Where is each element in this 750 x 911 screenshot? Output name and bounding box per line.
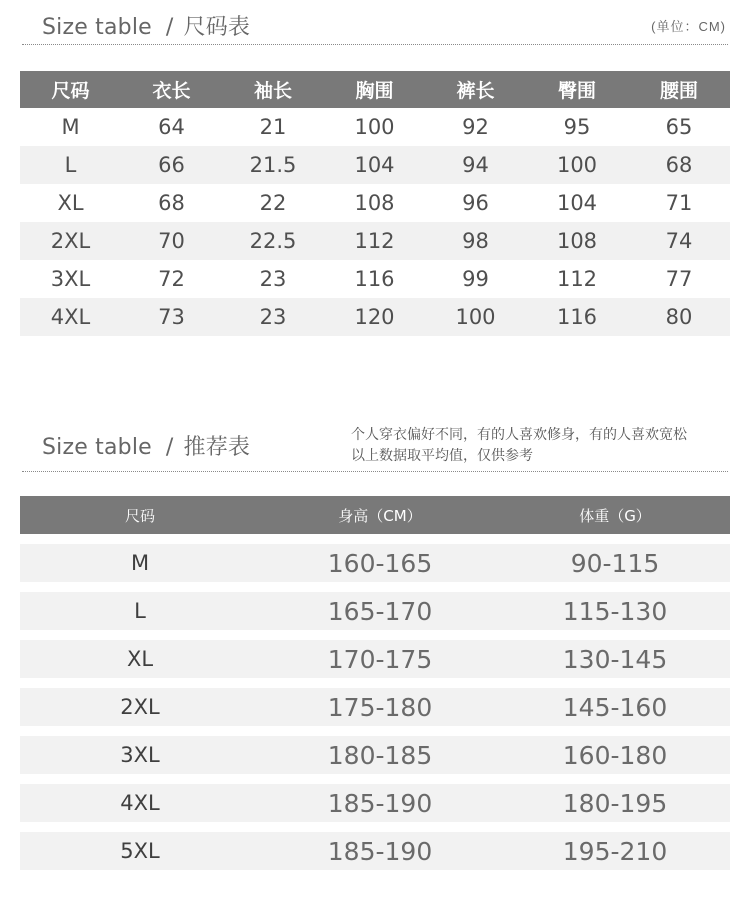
cell-chest: 108	[354, 191, 395, 215]
cell-weight: 195-210	[562, 836, 668, 866]
header-cell-length: 衣长	[152, 80, 191, 102]
cell-chest: 104	[354, 153, 395, 177]
title-slash: /	[165, 435, 174, 460]
cell-size: XL	[57, 191, 84, 215]
header-cell-size: 尺码	[124, 506, 155, 525]
title-slash: /	[165, 15, 174, 40]
fit-note-line: 以上数据取平均值，仅供参考	[351, 448, 533, 464]
recommend-table-header	[20, 496, 730, 534]
recommend-table-title-cn: 推荐表	[183, 435, 251, 460]
size-table	[20, 71, 730, 336]
recommend-table-divider	[22, 471, 728, 472]
recommend-table-title-en: Size table	[42, 435, 152, 460]
cell-hip: 104	[556, 191, 598, 215]
cell-waist: 68	[665, 153, 693, 177]
cell-size: 3XL	[50, 267, 91, 291]
table-row	[20, 688, 730, 726]
cell-size: L	[134, 599, 146, 623]
header-cell-hip: 臀围	[557, 80, 596, 102]
header-cell-pants-length: 裤长	[456, 80, 495, 102]
table-row	[20, 222, 730, 260]
cell-sleeve: 23	[259, 267, 287, 291]
cell-size: 4XL	[120, 791, 160, 815]
cell-weight: 115-130	[562, 596, 668, 626]
cell-height: 175-180	[327, 692, 433, 722]
table-row	[20, 146, 730, 184]
header-cell-sleeve: 袖长	[253, 80, 292, 102]
cell-size: M	[61, 115, 80, 139]
header-cell-chest: 胸围	[355, 80, 394, 102]
cell-waist: 71	[665, 191, 693, 215]
cell-chest: 100	[354, 115, 395, 139]
size-table-divider	[22, 44, 728, 45]
cell-pants-length: 94	[462, 153, 489, 177]
size-table-title-cn: 尺码表	[183, 15, 251, 40]
cell-chest: 116	[354, 267, 395, 291]
cell-weight: 130-145	[562, 644, 668, 674]
cell-pants-length: 98	[462, 229, 489, 253]
table-row	[20, 736, 730, 774]
cell-chest: 112	[354, 229, 395, 253]
recommend-table	[20, 496, 730, 880]
cell-sleeve: 23	[259, 305, 287, 329]
cell-waist: 80	[665, 305, 693, 329]
cell-waist: 74	[665, 229, 693, 253]
table-row	[20, 260, 730, 298]
header-cell-weight: 体重（G）	[579, 506, 651, 525]
cell-sleeve: 21	[259, 115, 287, 139]
cell-pants-length: 92	[462, 115, 489, 139]
cell-hip: 108	[556, 229, 598, 253]
table-row	[20, 298, 730, 336]
cell-size: 2XL	[120, 695, 160, 719]
cell-size: L	[64, 153, 77, 177]
cell-pants-length: 99	[462, 267, 489, 291]
header-cell-size: 尺码	[51, 80, 90, 102]
cell-sleeve: 22	[259, 191, 287, 215]
cell-waist: 65	[665, 115, 693, 139]
cell-size: 3XL	[120, 743, 160, 767]
cell-size: 5XL	[120, 839, 160, 863]
cell-size: 2XL	[50, 229, 91, 253]
header-cell-waist: 腰围	[659, 80, 698, 102]
cell-weight: 90-115	[570, 548, 660, 578]
table-row	[20, 184, 730, 222]
cell-length: 68	[158, 191, 185, 215]
cell-sleeve: 22.5	[249, 229, 297, 253]
table-row	[20, 832, 730, 870]
size-table-header	[20, 71, 730, 108]
cell-height: 170-175	[327, 644, 433, 674]
table-row	[20, 784, 730, 822]
fit-note	[351, 425, 687, 467]
size-table-title	[42, 10, 250, 41]
cell-weight: 160-180	[562, 740, 668, 770]
fit-note-line: 个人穿衣偏好不同，有的人喜欢修身，有的人喜欢宽松	[351, 427, 687, 443]
cell-hip: 112	[556, 267, 598, 291]
cell-length: 64	[158, 115, 185, 139]
cell-weight: 145-160	[562, 692, 668, 722]
cell-pants-length: 96	[462, 191, 489, 215]
cell-length: 73	[158, 305, 185, 329]
cell-pants-length: 100	[455, 305, 496, 329]
cell-length: 72	[158, 267, 185, 291]
cell-hip: 116	[556, 305, 598, 329]
cell-hip: 100	[556, 153, 598, 177]
unit-note: (单位：CM)	[651, 19, 726, 34]
cell-height: 160-165	[327, 548, 433, 578]
cell-size: M	[130, 551, 150, 575]
cell-size: 4XL	[50, 305, 91, 329]
table-row	[20, 108, 730, 146]
recommend-table-title	[42, 430, 250, 461]
cell-length: 70	[158, 229, 185, 253]
cell-weight: 180-195	[562, 788, 668, 818]
cell-size: XL	[126, 647, 154, 671]
header-cell-height: 身高（CM）	[338, 506, 422, 525]
cell-height: 180-185	[327, 740, 433, 770]
cell-height: 165-170	[327, 596, 433, 626]
cell-height: 185-190	[327, 836, 433, 866]
table-row	[20, 640, 730, 678]
cell-hip: 95	[563, 115, 591, 139]
table-row	[20, 544, 730, 582]
cell-waist: 77	[665, 267, 693, 291]
cell-height: 185-190	[327, 788, 433, 818]
table-row	[20, 592, 730, 630]
size-table-title-en: Size table	[42, 15, 152, 40]
cell-chest: 120	[354, 305, 395, 329]
cell-length: 66	[158, 153, 185, 177]
cell-sleeve: 21.5	[249, 153, 297, 177]
